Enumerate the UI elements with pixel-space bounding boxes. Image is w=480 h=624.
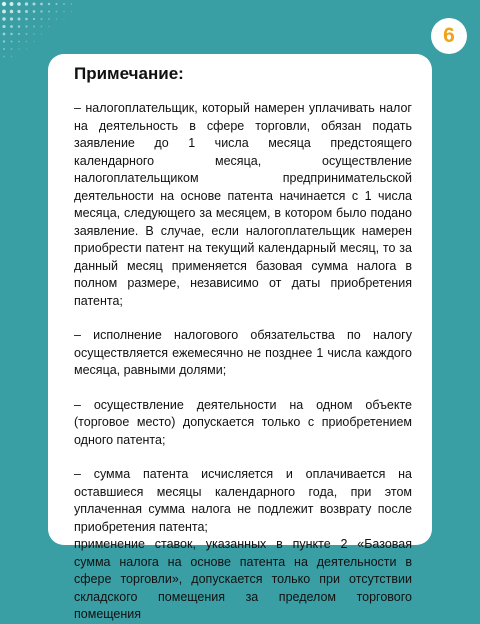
decorative-dot bbox=[11, 48, 13, 50]
decorative-dot bbox=[33, 33, 35, 35]
decorative-dot bbox=[3, 40, 5, 42]
decorative-dot bbox=[10, 10, 14, 14]
decorative-dot bbox=[33, 41, 34, 42]
note-paragraph-5: применение ставок, указанных в пункте 2 «Базовая сумма налога на основе патента на деятельности в сфере торговли», допускается только при отсутствии складского помещения за пределом торгового помещения bbox=[74, 537, 412, 621]
decorative-dot bbox=[41, 33, 42, 34]
decorative-dot bbox=[40, 10, 42, 12]
decorative-dot bbox=[17, 2, 21, 6]
decorative-dot bbox=[10, 40, 12, 42]
decorative-dot bbox=[48, 18, 50, 20]
decorative-dot bbox=[11, 56, 12, 57]
decorative-dot bbox=[71, 3, 73, 5]
note-paragraph-1: – налогоплательщик, который намерен уплачивать налог на деятельность в сфере торговли, обязан подать заявление до 1 числа месяца предстоящего календарного месяца, осуществление налогоплательщиком предпринимательской деятельности на основе патента начинается с 1 числа месяца, следующего за месяцем, в котором было подано заявление. В случае, если налогоплательщик намерен приобрести патент на текущий календарный месяц, то за данный месяц применяется базовая сумма налога в полном размере, независимо от даты приобретения патента; bbox=[74, 101, 412, 308]
decorative-dot bbox=[18, 18, 21, 21]
decorative-dot bbox=[55, 3, 57, 5]
decorative-dot bbox=[3, 33, 6, 36]
decorative-dot bbox=[2, 10, 6, 14]
decorative-dot bbox=[26, 48, 27, 49]
decorative-dot bbox=[18, 41, 20, 43]
note-card bbox=[48, 54, 432, 621]
decorative-dot bbox=[18, 48, 19, 49]
decorative-dot bbox=[18, 33, 20, 35]
decorative-dot bbox=[48, 3, 50, 5]
note-title: Примечание: bbox=[74, 64, 184, 83]
decorative-dot bbox=[25, 18, 28, 21]
decorative-dot bbox=[63, 18, 64, 19]
decorative-dot bbox=[26, 33, 28, 35]
decorative-dot bbox=[40, 3, 43, 6]
note-paragraph-4: – сумма патента исчисляется и оплачивается на оставшиеся месяцы календарного года, при этом уплаченная сумма налога не подлежит возврату после приобретения патента; bbox=[74, 467, 412, 534]
decorative-dot bbox=[25, 2, 28, 5]
decorative-dot bbox=[10, 2, 14, 6]
decorative-dot bbox=[26, 41, 28, 43]
decorative-dot bbox=[32, 2, 35, 5]
decorative-dot bbox=[33, 26, 35, 28]
decorative-dot bbox=[3, 48, 5, 50]
decorative-dot bbox=[33, 10, 36, 13]
decorative-dot bbox=[63, 3, 65, 5]
decorative-dot bbox=[17, 10, 20, 13]
decorative-dot bbox=[2, 2, 6, 6]
decorative-dot bbox=[2, 25, 5, 28]
decorative-dot bbox=[10, 17, 13, 20]
decorative-dot bbox=[41, 26, 43, 28]
decorative-dot bbox=[33, 18, 35, 20]
decorative-dot bbox=[63, 11, 65, 13]
note-paragraph-2: – исполнение налогового обязательства по налогу осуществляется ежемесячно не позднее 1 числа каждого месяца, равными долями; bbox=[74, 328, 412, 377]
decorative-dot bbox=[40, 18, 42, 20]
page-number-badge: 6 bbox=[431, 18, 467, 54]
decorative-dot bbox=[25, 25, 27, 27]
decorative-dot bbox=[10, 33, 12, 35]
decorative-dot bbox=[56, 18, 57, 19]
decorative-dot bbox=[10, 25, 13, 28]
decorative-dot bbox=[48, 26, 49, 27]
decorative-dot bbox=[18, 25, 21, 28]
note-paragraph-3: – осуществление деятельности на одном объекте (торговое место) допускается только с приобретением одного патента; bbox=[74, 397, 412, 447]
decorative-dot bbox=[48, 10, 50, 12]
decorative-dot bbox=[2, 17, 5, 20]
decorative-dot bbox=[25, 10, 28, 13]
decorative-dot bbox=[71, 11, 72, 12]
decorative-dot bbox=[3, 56, 5, 58]
decorative-dot bbox=[56, 11, 58, 13]
